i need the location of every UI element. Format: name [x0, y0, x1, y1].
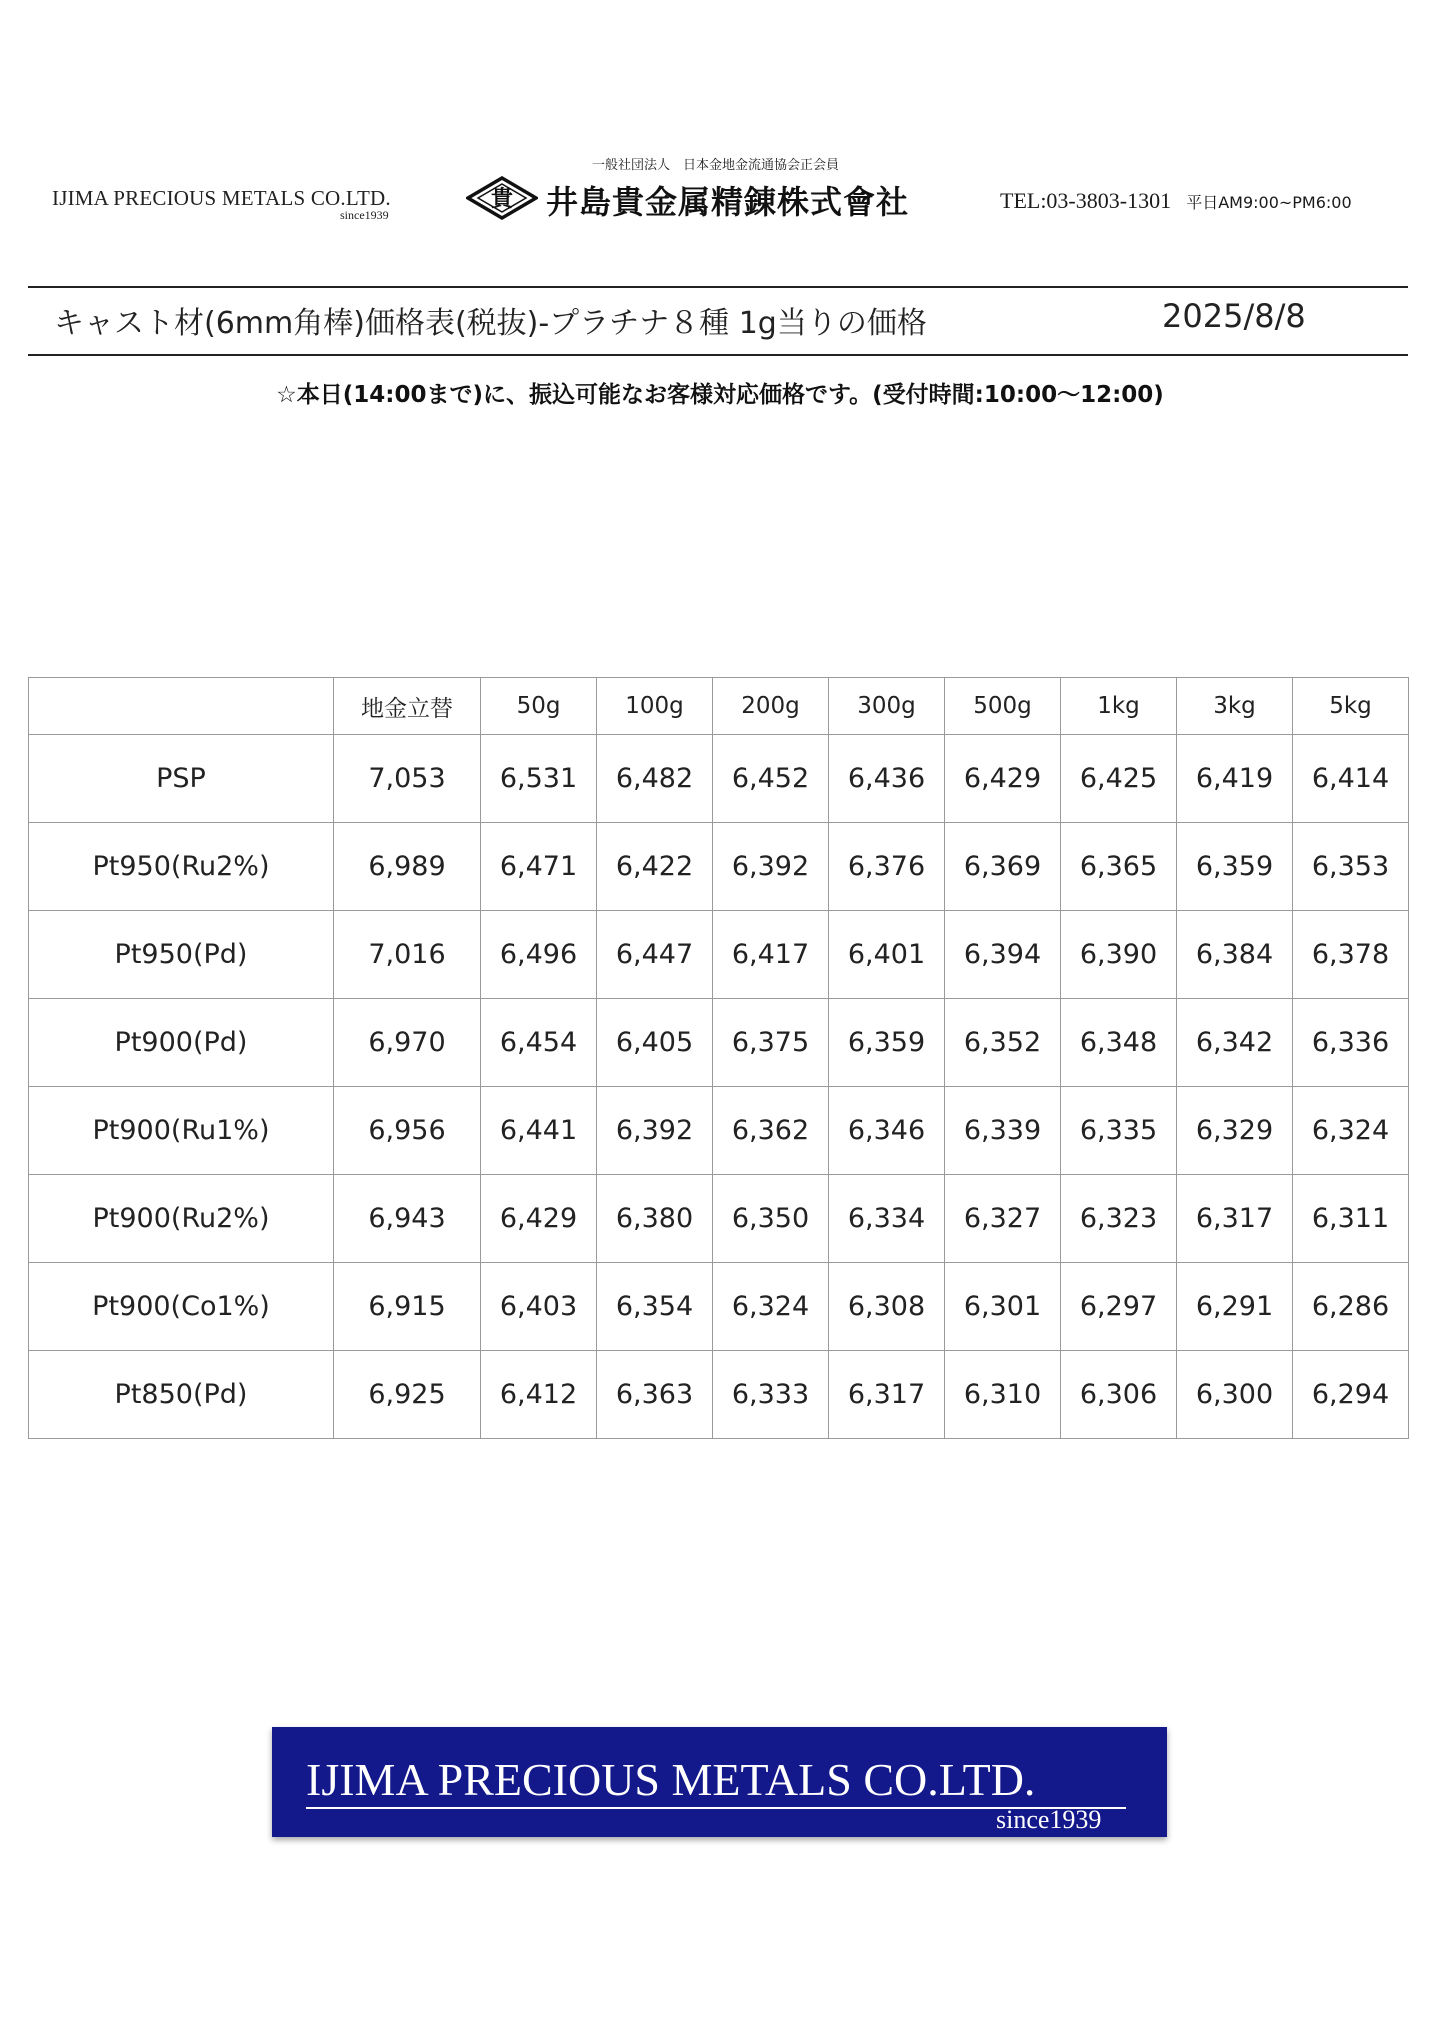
column-header: 5kg: [1293, 678, 1409, 735]
price-cell: 6,346: [829, 1087, 945, 1175]
title-bottom-rule: [28, 354, 1408, 356]
price-cell: 6,291: [1177, 1263, 1293, 1351]
page-title: キャスト材(6mm角棒)価格表(税抜)-プラチナ８種 1g当りの価格: [54, 306, 927, 341]
association-label: 一般社団法人 日本金地金流通協会正会員: [592, 158, 840, 173]
price-cell: 6,310: [945, 1351, 1061, 1439]
price-cell: 6,925: [334, 1351, 481, 1439]
price-cell: 6,327: [945, 1175, 1061, 1263]
title-top-rule: [28, 286, 1408, 288]
column-header: 3kg: [1177, 678, 1293, 735]
price-cell: 6,392: [713, 823, 829, 911]
alloy-name-cell: Pt950(Pd): [29, 911, 334, 999]
footer-company-name: IJIMA PRECIOUS METALS CO.LTD.: [306, 1754, 1036, 1805]
price-cell: 6,324: [1293, 1087, 1409, 1175]
price-cell: 6,365: [1061, 823, 1177, 911]
column-header: 地金立替: [334, 678, 481, 735]
price-cell: 6,956: [334, 1087, 481, 1175]
alloy-name-cell: Pt900(Ru1%): [29, 1087, 334, 1175]
column-header: 100g: [597, 678, 713, 735]
price-cell: 6,286: [1293, 1263, 1409, 1351]
price-cell: 6,369: [945, 823, 1061, 911]
price-cell: 6,323: [1061, 1175, 1177, 1263]
price-date: 2025/8/8: [1162, 297, 1306, 335]
column-header: 50g: [481, 678, 597, 735]
price-cell: 6,352: [945, 999, 1061, 1087]
price-cell: 6,531: [481, 735, 597, 823]
table-row: [29, 823, 1409, 911]
price-cell: 6,301: [945, 1263, 1061, 1351]
table-row: [29, 999, 1409, 1087]
price-cell: 6,401: [829, 911, 945, 999]
table-row: [29, 1351, 1409, 1439]
company-name-jp: 井島貴金属精錬株式會社: [546, 183, 910, 221]
price-cell: 6,324: [713, 1263, 829, 1351]
alloy-name-cell: Pt850(Pd): [29, 1351, 334, 1439]
price-notice: ☆本日(14:00まで)に、振込可能なお客様対応価格です。(受付時間:10:00～12:00): [276, 382, 1164, 408]
alloy-name-cell: Pt900(Ru2%): [29, 1175, 334, 1263]
price-cell: 6,394: [945, 911, 1061, 999]
price-cell: 6,482: [597, 735, 713, 823]
column-header: 1kg: [1061, 678, 1177, 735]
price-cell: 6,392: [597, 1087, 713, 1175]
company-logo-icon: [466, 176, 538, 220]
header-company-en: [52, 186, 412, 222]
price-cell: 6,403: [481, 1263, 597, 1351]
price-cell: 6,362: [713, 1087, 829, 1175]
table-row: [29, 1087, 1409, 1175]
price-cell: 6,350: [713, 1175, 829, 1263]
price-cell: 6,454: [481, 999, 597, 1087]
price-cell: 6,378: [1293, 911, 1409, 999]
price-cell: 6,989: [334, 823, 481, 911]
price-cell: 6,354: [597, 1263, 713, 1351]
price-cell: 7,053: [334, 735, 481, 823]
price-cell: 6,348: [1061, 999, 1177, 1087]
price-cell: 6,452: [713, 735, 829, 823]
tel-number: TEL:03-3803-1301: [1000, 188, 1172, 213]
price-cell: 6,429: [945, 735, 1061, 823]
price-cell: 6,441: [481, 1087, 597, 1175]
price-cell: 6,294: [1293, 1351, 1409, 1439]
price-cell: 6,436: [829, 735, 945, 823]
price-table-body: [29, 735, 1409, 1439]
price-cell: 6,308: [829, 1263, 945, 1351]
table-row: [29, 911, 1409, 999]
price-cell: 6,359: [1177, 823, 1293, 911]
price-cell: 6,306: [1061, 1351, 1177, 1439]
business-hours: 平日AM9:00~PM6:00: [1186, 193, 1352, 212]
table-row: [29, 1263, 1409, 1351]
price-cell: 6,375: [713, 999, 829, 1087]
price-cell: 6,970: [334, 999, 481, 1087]
alloy-name-cell: PSP: [29, 735, 334, 823]
price-cell: 6,471: [481, 823, 597, 911]
price-cell: 6,333: [713, 1351, 829, 1439]
footer-banner: [272, 1727, 1167, 1837]
price-cell: 6,405: [597, 999, 713, 1087]
price-cell: 6,414: [1293, 735, 1409, 823]
price-cell: 6,384: [1177, 911, 1293, 999]
column-header: [29, 678, 334, 735]
price-cell: 6,353: [1293, 823, 1409, 911]
price-cell: 6,336: [1293, 999, 1409, 1087]
logo-glyph: 貴: [490, 187, 514, 212]
price-table: [28, 677, 1409, 1439]
price-cell: 6,335: [1061, 1087, 1177, 1175]
price-cell: 6,297: [1061, 1263, 1177, 1351]
price-cell: 6,342: [1177, 999, 1293, 1087]
alloy-name-cell: Pt950(Ru2%): [29, 823, 334, 911]
alloy-name-cell: Pt900(Pd): [29, 999, 334, 1087]
alloy-name-cell: Pt900(Co1%): [29, 1263, 334, 1351]
column-header: 300g: [829, 678, 945, 735]
price-cell: 6,496: [481, 911, 597, 999]
price-cell: 7,016: [334, 911, 481, 999]
price-cell: 6,339: [945, 1087, 1061, 1175]
table-row: [29, 735, 1409, 823]
price-cell: 6,412: [481, 1351, 597, 1439]
price-cell: 6,359: [829, 999, 945, 1087]
price-cell: 6,334: [829, 1175, 945, 1263]
table-row: [29, 1175, 1409, 1263]
price-cell: 6,429: [481, 1175, 597, 1263]
price-cell: 6,363: [597, 1351, 713, 1439]
price-cell: 6,943: [334, 1175, 481, 1263]
header-contact: [1000, 188, 1352, 214]
price-cell: 6,329: [1177, 1087, 1293, 1175]
since-label: since1939: [340, 208, 389, 222]
column-header: 200g: [713, 678, 829, 735]
price-cell: 6,376: [829, 823, 945, 911]
price-cell: 6,317: [829, 1351, 945, 1439]
price-cell: 6,422: [597, 823, 713, 911]
price-cell: 6,425: [1061, 735, 1177, 823]
price-cell: 6,311: [1293, 1175, 1409, 1263]
price-cell: 6,915: [334, 1263, 481, 1351]
price-cell: 6,419: [1177, 735, 1293, 823]
price-cell: 6,447: [597, 911, 713, 999]
price-cell: 6,317: [1177, 1175, 1293, 1263]
company-name-en: IJIMA PRECIOUS METALS CO.LTD.: [52, 186, 391, 210]
price-cell: 6,300: [1177, 1351, 1293, 1439]
footer-since-label: since1939: [996, 1805, 1102, 1834]
table-header-row: [29, 678, 1409, 735]
price-cell: 6,380: [597, 1175, 713, 1263]
price-cell: 6,390: [1061, 911, 1177, 999]
column-header: 500g: [945, 678, 1061, 735]
price-cell: 6,417: [713, 911, 829, 999]
